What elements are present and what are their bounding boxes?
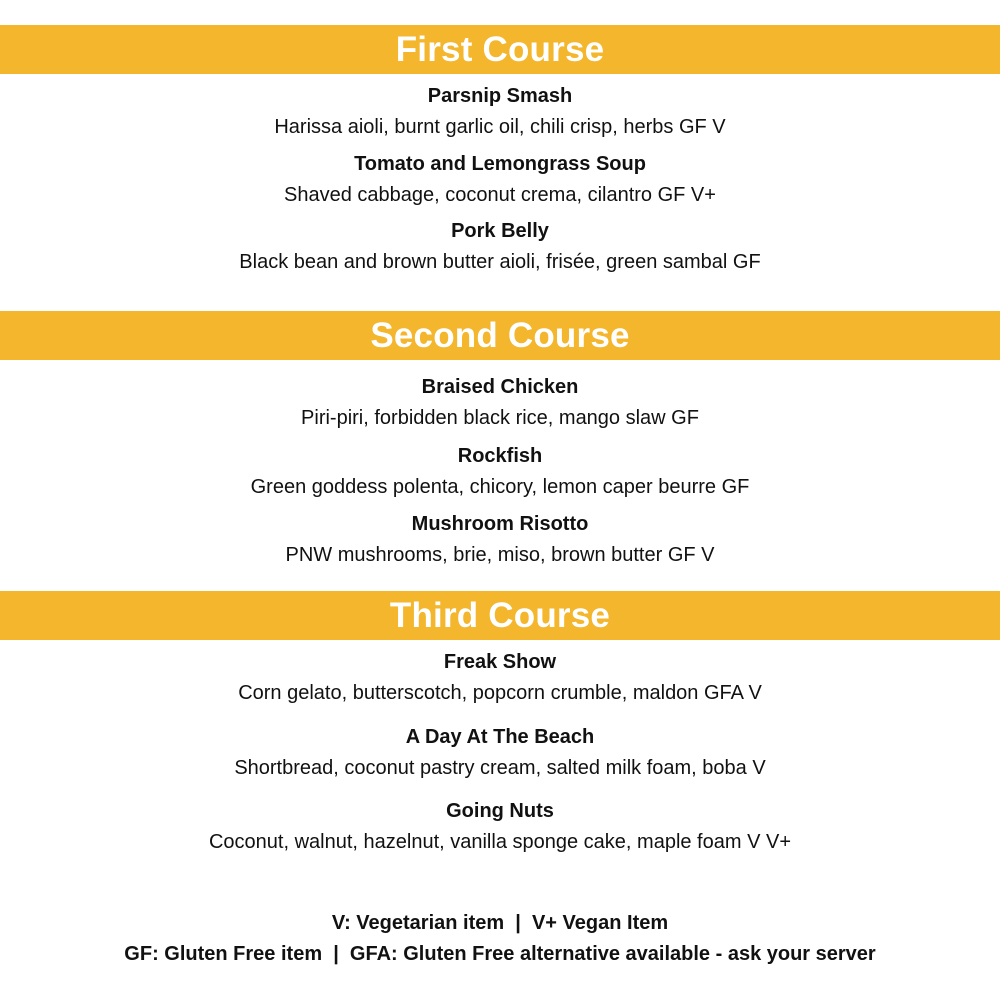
legend-line-1: V: Vegetarian item | V+ Vegan Item: [331, 912, 669, 934]
menu-item: [0, 84, 1000, 139]
menu-item: [0, 444, 1000, 499]
item-description: Piri-piri, forbidden black rice, mango slaw GF: [301, 407, 699, 429]
item-description: Harissa aioli, burnt garlic oil, chili crisp, herbs GF V: [274, 116, 726, 138]
menu-item: [0, 650, 1000, 705]
item-description: PNW mushrooms, brie, miso, brown butter GF V: [285, 544, 715, 566]
item-name: Braised Chicken: [421, 376, 579, 398]
course-header-third: [0, 591, 1000, 640]
course-header-second: [0, 311, 1000, 360]
item-description: Green goddess polenta, chicory, lemon caper beurre GF: [250, 476, 750, 498]
item-name: Going Nuts: [446, 800, 554, 822]
item-name: Freak Show: [443, 651, 557, 673]
course-title: First Course: [395, 30, 605, 69]
item-name: A Day At The Beach: [405, 726, 595, 748]
item-description: Coconut, walnut, hazelnut, vanilla sponge cake, maple foam V V+: [208, 831, 791, 853]
course-header-first: [0, 25, 1000, 74]
item-name: Rockfish: [457, 445, 543, 467]
menu-item: [0, 799, 1000, 854]
menu-item: [0, 219, 1000, 274]
item-name: Parsnip Smash: [427, 85, 573, 107]
menu-item: [0, 512, 1000, 567]
menu-item: [0, 375, 1000, 430]
item-description: Corn gelato, butterscotch, popcorn crumble, maldon GFA V: [238, 682, 762, 704]
legend-line-2: GF: Gluten Free item | GFA: Gluten Free alternative available - ask your server: [124, 943, 876, 965]
item-name: Tomato and Lemongrass Soup: [354, 153, 646, 175]
item-name: Mushroom Risotto: [411, 513, 589, 535]
item-description: Black bean and brown butter aioli, frisée, green sambal GF: [239, 251, 761, 273]
menu-item: [0, 152, 1000, 207]
menu-item: [0, 725, 1000, 780]
course-title: Second Course: [370, 316, 630, 355]
item-name: Pork Belly: [451, 220, 549, 242]
item-description: Shaved cabbage, coconut crema, cilantro GF V+: [284, 184, 716, 206]
course-title: Third Course: [389, 596, 611, 635]
item-description: Shortbread, coconut pastry cream, salted milk foam, boba V: [234, 757, 766, 779]
